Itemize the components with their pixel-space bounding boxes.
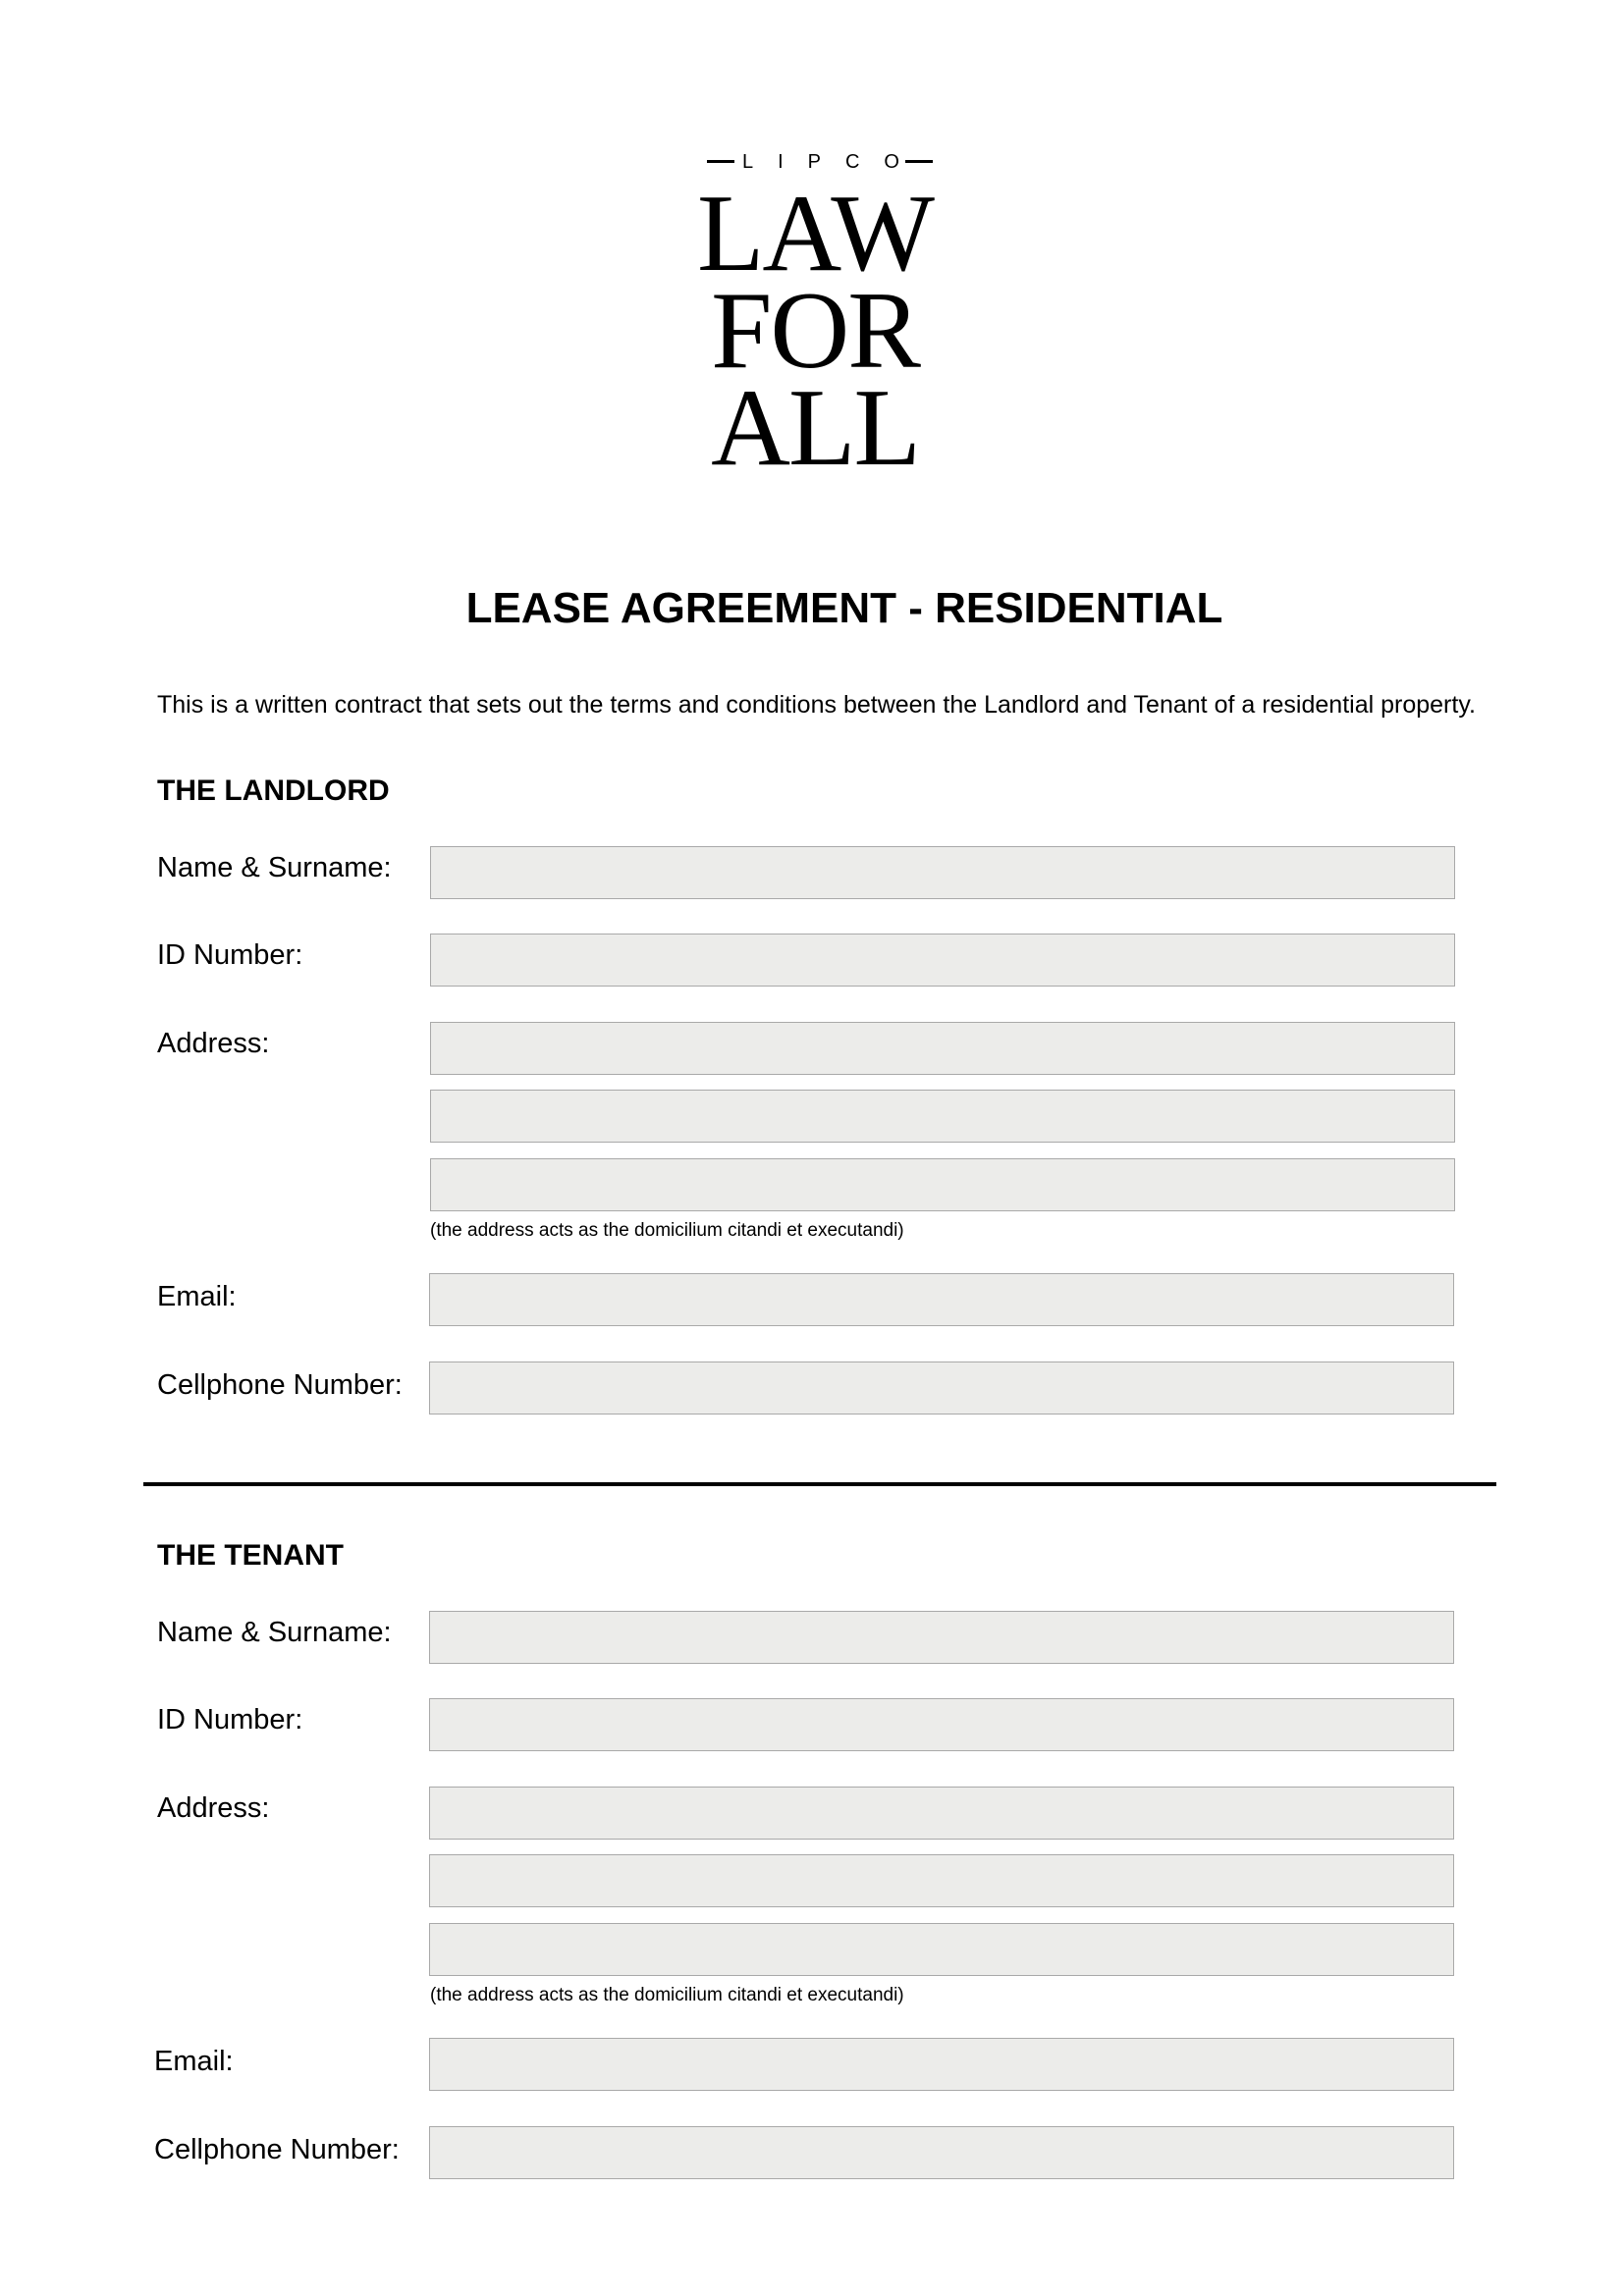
landlord-cellphone-field[interactable] xyxy=(429,1362,1454,1415)
tenant-name-label: Name & Surname: xyxy=(157,1617,392,1648)
landlord-cellphone-label: Cellphone Number: xyxy=(157,1369,403,1401)
tenant-address-note: (the address acts as the domicilium citandi et executandi) xyxy=(430,1985,904,2005)
landlord-id-field[interactable] xyxy=(430,934,1455,987)
tenant-address-line-2[interactable] xyxy=(429,1854,1454,1907)
tenant-email-field[interactable] xyxy=(429,2038,1454,2091)
logo-word-for: FOR xyxy=(711,270,919,392)
landlord-id-label: ID Number: xyxy=(157,939,303,971)
tenant-address-line-1[interactable] xyxy=(429,1787,1454,1840)
landlord-name-field[interactable] xyxy=(430,846,1455,899)
logo-rule-right xyxy=(905,160,933,163)
logo-letter: L xyxy=(742,150,754,173)
lipco-law-for-all-logo xyxy=(687,147,943,489)
landlord-address-label: Address: xyxy=(157,1028,270,1059)
logo-letter: I xyxy=(778,150,784,173)
logo-rule-left xyxy=(707,160,734,163)
document-title: LEASE AGREEMENT - RESIDENTIAL xyxy=(465,584,1223,632)
tenant-email-label: Email: xyxy=(154,2046,234,2077)
landlord-name-label: Name & Surname: xyxy=(157,852,392,883)
landlord-email-field[interactable] xyxy=(429,1273,1454,1326)
tenant-address-label: Address: xyxy=(157,1792,270,1824)
tenant-id-field[interactable] xyxy=(429,1698,1454,1751)
tenant-cellphone-field[interactable] xyxy=(429,2126,1454,2179)
landlord-address-line-3[interactable] xyxy=(430,1158,1455,1211)
logo-letter: C xyxy=(844,150,860,173)
logo-letter: O xyxy=(884,150,899,173)
document-intro: This is a written contract that sets out the terms and conditions between the Landlord and Tenant of a residential property. xyxy=(157,691,1476,719)
logo-word-all: ALL xyxy=(711,367,919,489)
logo-word-law: LAW xyxy=(696,173,934,294)
landlord-email-label: Email: xyxy=(157,1281,237,1312)
landlord-heading: THE LANDLORD xyxy=(157,774,390,807)
landlord-address-note: (the address acts as the domicilium citandi et executandi) xyxy=(430,1220,904,1241)
tenant-address-line-3[interactable] xyxy=(429,1923,1454,1976)
landlord-address-line-2[interactable] xyxy=(430,1090,1455,1143)
tenant-heading: THE TENANT xyxy=(157,1539,344,1572)
landlord-address-line-1[interactable] xyxy=(430,1022,1455,1075)
logo-letter: P xyxy=(807,150,821,173)
section-divider xyxy=(143,1482,1496,1486)
tenant-name-field[interactable] xyxy=(429,1611,1454,1664)
tenant-cellphone-label: Cellphone Number: xyxy=(154,2134,400,2165)
tenant-id-label: ID Number: xyxy=(157,1704,303,1735)
